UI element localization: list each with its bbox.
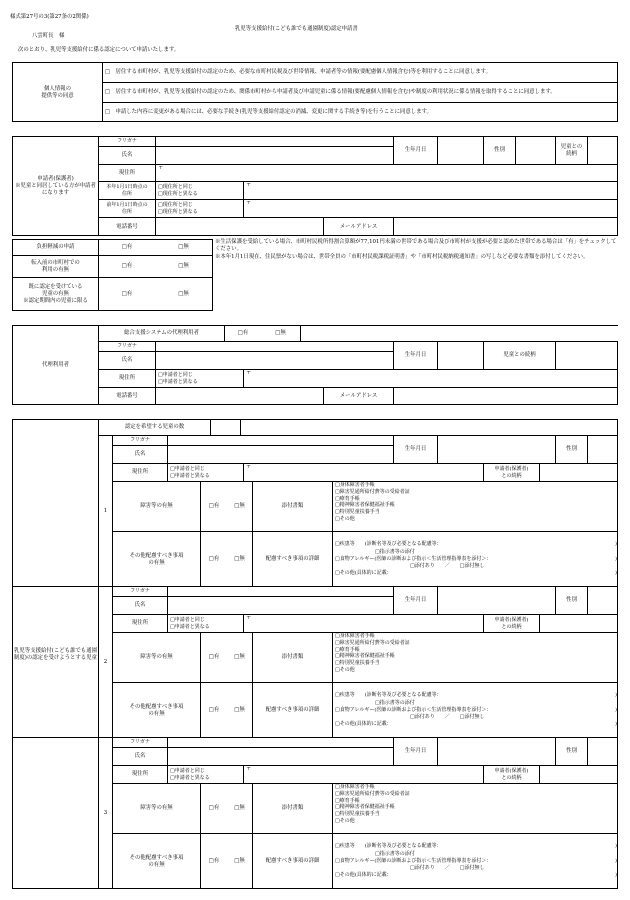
child-detail-paren: )	[615, 857, 617, 864]
child-relation-label: 申請者(保護者) との続柄	[484, 615, 540, 633]
child-detail-allergy[interactable]: □食物アレルギー(医師の診断および指示＜生活管理指導表を添付＞：	[335, 857, 492, 864]
child-number: 3	[99, 738, 113, 889]
child-gender-field[interactable]	[588, 436, 618, 464]
applicant-phone-label: 電話番号	[99, 218, 156, 236]
child-address-label: 現住所	[113, 766, 168, 784]
agent-system-yes[interactable]: □有	[225, 326, 261, 342]
child-birth-field[interactable]	[438, 738, 556, 766]
child-address-choice[interactable]: □申請者と同じ □申請者と異なる	[168, 766, 244, 784]
child-disability-yes[interactable]: □有	[201, 633, 227, 683]
child-detail-label: 配慮すべき事項の詳細	[253, 683, 333, 738]
child-disability-no[interactable]: □無	[227, 633, 253, 683]
agent-phone-field[interactable]	[156, 388, 324, 405]
child-attach-list[interactable]: □身体障害者手帳 □障害児通所給付費等の受給者証 □療育手帳 □精神障害者保健福祉手帳 □特別児童扶養手当 □その他	[333, 633, 618, 683]
child-gender-field[interactable]	[588, 587, 618, 615]
child-name-field[interactable]	[168, 446, 394, 464]
child-detail-paren: )	[615, 721, 617, 728]
child-detail-instruction[interactable]: □指示書等の添付	[375, 548, 415, 555]
existing-yes[interactable]: □有	[121, 291, 133, 298]
applicant-address-label: 現住所	[99, 165, 156, 182]
child-disability-yes[interactable]: □有	[201, 784, 227, 834]
child-relation-field[interactable]	[540, 766, 618, 784]
child-gender-label: 性別	[556, 436, 588, 464]
child-detail-paren: )	[615, 555, 617, 562]
child-name-label: 氏名	[113, 597, 168, 615]
child-detail-box[interactable]	[333, 834, 618, 889]
child-attach-list[interactable]: □身体障害者手帳 □障害児通所給付費等の受給者証 □療育手帳 □精神障害者保健福祉手帳 □特別児童扶養手当 □その他	[333, 482, 618, 532]
agent-name-field[interactable]	[156, 352, 394, 370]
child-address-label: 現住所	[113, 464, 168, 482]
child-address-field[interactable]: 〒	[244, 766, 484, 784]
agent-relation-label: 児童との続柄	[484, 342, 556, 370]
existing-no[interactable]: □無	[178, 291, 189, 298]
child-name-label: 氏名	[113, 446, 168, 464]
child-detail-paren: )	[615, 541, 617, 548]
applicant-birth-field[interactable]	[438, 137, 484, 165]
children-count-label: 認定を希望する児童の数	[99, 420, 211, 436]
child-detail-disease[interactable]: □疾患等 (診断名等及び必要となる配慮等：	[335, 843, 442, 850]
child-detail-attach[interactable]: □添付あり ／ □添付無し	[410, 563, 485, 570]
children-count-field[interactable]	[211, 420, 241, 436]
agent-birth-label: 生年月日	[394, 342, 438, 370]
applicant-gender-label: 性別	[484, 137, 516, 165]
child-detail-disease[interactable]: □疾患等 (診断名等及び必要となる配慮等：	[335, 692, 442, 699]
child-number: 2	[99, 587, 113, 738]
child-name-label: 氏名	[113, 748, 168, 766]
child-furigana-label: フリガナ	[113, 738, 168, 748]
burden-label: 負担軽減の申請	[13, 240, 99, 256]
child-attach-list[interactable]: □身体障害者手帳 □障害児通所給付費等の受給者証 □療育手帳 □精神障害者保健福祉手帳 □特別児童扶養手当 □その他	[333, 784, 618, 834]
children-heading: 乳児等支援給付(こども誰でも通園制度)の認定を受けようとする児童	[13, 420, 99, 889]
child-detail-other[interactable]: □その他(具体的に記載：	[335, 721, 392, 728]
child-furigana-field[interactable]	[168, 436, 394, 446]
child-furigana-field[interactable]	[168, 587, 394, 597]
transfer-yes[interactable]: □有	[99, 256, 155, 278]
applicant-name-label: 氏名	[99, 147, 156, 165]
form-title: 乳児等支援給付(こども誰でも通園制度)認定申請書	[235, 26, 358, 32]
burden-note-2: ※本年1月1日現在、住民票がない場合は、世帯全員の「市町村民税課税証明書」や「市町村民税納税通知書」の写しなど必要な書類を添付してください。	[215, 254, 589, 260]
child-furigana-field[interactable]	[168, 738, 394, 748]
agent-system-blank	[301, 326, 618, 342]
burden-table	[12, 239, 213, 311]
child-other-no[interactable]: □無	[227, 834, 253, 889]
applicant-jan1-prev-label: 前年1月1日時点の 住所	[99, 200, 156, 218]
applicant-furigana-field[interactable]	[156, 137, 394, 147]
consent-table	[12, 62, 618, 122]
agent-phone-label: 電話番号	[99, 388, 156, 405]
child-address-label: 現住所	[113, 615, 168, 633]
child-other-yes[interactable]: □有	[208, 556, 220, 563]
child-other-label: その他配慮すべき事項 の有無	[113, 834, 201, 889]
child-block	[13, 587, 618, 738]
child-relation-field[interactable]	[540, 615, 618, 633]
child-name-field[interactable]	[168, 597, 394, 615]
child-birth-field[interactable]	[438, 436, 556, 464]
child-detail-paren: )	[615, 872, 617, 879]
child-other-label: その他配慮すべき事項 の有無	[113, 683, 201, 738]
agent-relation-field[interactable]	[556, 342, 618, 370]
child-address-field[interactable]: 〒	[244, 464, 484, 482]
applicant-jan1-prev-choice[interactable]: □現住所と同じ □現住所と異なる	[156, 200, 244, 218]
burden-no[interactable]: □無	[155, 240, 212, 256]
applicant-birth-label: 生年月日	[394, 137, 438, 165]
agent-address-field[interactable]: 〒	[244, 370, 618, 388]
applicant-phone-field[interactable]	[156, 218, 324, 236]
child-detail-paren: )	[615, 692, 617, 699]
applicant-heading: 申請者(保護者) ※児童と同居している方が申請者になります	[13, 137, 99, 236]
child-furigana-label: フリガナ	[113, 436, 168, 446]
child-detail-allergy[interactable]: □食物アレルギー(医師の診断および指示＜生活管理指導表を添付＞：	[335, 706, 492, 713]
child-detail-label: 配慮すべき事項の詳細	[253, 532, 333, 587]
child-detail-label: 配慮すべき事項の詳細	[253, 834, 333, 889]
consent-item-3[interactable]: □ 申請した内容に変更がある場合には、必要な手続き(乳児等支援給付認定の消滅、変更に関する手続き等)を行うことに同意します。	[105, 109, 432, 116]
child-detail-instruction[interactable]: □指示書等の添付	[375, 699, 415, 706]
applicant-relation-field[interactable]	[588, 137, 618, 165]
intro-text: 次のとおり、乳児等支援給付に係る認定について申請いたします。	[18, 47, 180, 53]
applicant-email-label: メールアドレス	[324, 218, 394, 236]
child-disability-no[interactable]: □無	[227, 784, 253, 834]
applicant-gender-field[interactable]	[516, 137, 556, 165]
child-other-yes[interactable]: □有	[208, 858, 220, 865]
agent-address-choice[interactable]: □申請者と同じ □申請者と異なる	[156, 370, 244, 388]
child-detail-paren: )	[615, 570, 617, 577]
applicant-address-field[interactable]: 〒	[156, 165, 618, 182]
transfer-label: 転入前の市町村での 利用の有無	[13, 256, 99, 278]
applicant-name-field[interactable]	[156, 147, 394, 165]
applicant-jan1-prev-field[interactable]: 〒	[244, 200, 618, 218]
child-attach-label: 添付書類	[253, 633, 333, 683]
child-disability-label: 障害等の有無	[113, 784, 201, 834]
agent-table	[12, 325, 618, 405]
child-birth-label: 生年月日	[394, 587, 438, 615]
existing-label: 既に認定を受けている 児童の有無 ※認定期間内の児童に限る	[13, 278, 99, 311]
agent-birth-field[interactable]	[438, 342, 484, 370]
child-other-label: その他配慮すべき事項 の有無	[113, 532, 201, 587]
child-relation-label: 申請者(保護者) との続柄	[484, 464, 540, 482]
child-detail-other[interactable]: □その他(具体的に記載：	[335, 872, 392, 879]
child-disability-yes[interactable]: □有	[201, 482, 227, 532]
child-disability-label: 障害等の有無	[113, 633, 201, 683]
child-block	[13, 436, 618, 587]
consent-heading: 個人情報の 提供等の同意	[13, 63, 103, 122]
child-detail-instruction[interactable]: □指示書等の添付	[375, 850, 415, 857]
agent-email-label: メールアドレス	[324, 388, 394, 405]
child-disability-no[interactable]: □無	[227, 482, 253, 532]
consent-item-1[interactable]: □ 居住する市町村が、乳児等支援給付の認定のため、必要な市町村民税及び世帯情報、申請者等の情報(要配慮個人情報含む)等を利用することに同意します。	[103, 63, 618, 83]
burden-yes[interactable]: □有	[99, 240, 155, 256]
applicant-furigana-label: フリガナ	[99, 137, 156, 147]
agent-furigana-label: フリガナ	[99, 342, 156, 352]
child-number: 1	[99, 436, 113, 587]
child-relation-label: 申請者(保護者) との続柄	[484, 766, 540, 784]
children-count-blank	[241, 420, 618, 436]
applicant-jan1-this-choice[interactable]: □現住所と同じ □現住所と異なる	[156, 182, 244, 200]
child-birth-label: 生年月日	[394, 738, 438, 766]
child-gender-field[interactable]	[588, 738, 618, 766]
transfer-no[interactable]: □無	[155, 256, 212, 278]
consent-item-2[interactable]: □ 居住する市町村が、乳児等支援給付の認定のため、関係市町村から申請者及び申請児童に係る情報(要配慮個人情報を含む)や制度の利用状況に係る情報を取得することに同意します。	[103, 83, 618, 103]
child-detail-attach[interactable]: □添付あり ／ □添付無し	[410, 865, 485, 872]
children-table	[12, 419, 618, 889]
agent-system-label: 総合支援システムの代理利用者	[99, 326, 225, 342]
burden-note-1: ※生活保護を受給している場合、市町村民税所得割合算額が77,101円未満の世帯である場合及び市町村が支援が必要と認めた世帯である場合は「有」をチェックしてください。	[215, 239, 617, 252]
child-furigana-label: フリガナ	[113, 587, 168, 597]
child-gender-label: 性別	[556, 738, 588, 766]
child-detail-disease[interactable]: □疾患等 (診断名等及び必要となる配慮等：	[335, 541, 442, 548]
applicant-email-field[interactable]	[394, 218, 618, 236]
child-relation-field[interactable]	[540, 464, 618, 482]
child-attach-label: 添付書類	[253, 784, 333, 834]
agent-address-label: 現住所	[99, 370, 156, 388]
child-detail-paren: )	[615, 843, 617, 850]
child-disability-label: 障害等の有無	[113, 482, 201, 532]
applicant-table	[12, 136, 618, 236]
child-detail-paren: )	[615, 706, 617, 713]
child-name-field[interactable]	[168, 748, 394, 766]
child-detail-box[interactable]	[333, 532, 618, 587]
child-attach-label: 添付書類	[253, 482, 333, 532]
child-detail-other[interactable]: □その他(具体的に記載：	[335, 570, 392, 577]
child-block	[13, 738, 618, 889]
child-other-no[interactable]: □無	[227, 683, 253, 738]
addressee: 八雲町長 様	[32, 33, 65, 39]
agent-email-field[interactable]	[394, 388, 618, 405]
agent-furigana-field[interactable]	[156, 342, 394, 352]
child-address-field[interactable]: 〒	[244, 615, 484, 633]
child-other-yes[interactable]: □有	[208, 707, 220, 714]
child-detail-attach[interactable]: □添付あり ／ □添付無し	[410, 714, 485, 721]
child-gender-label: 性別	[556, 587, 588, 615]
child-other-no[interactable]: □無	[227, 532, 253, 587]
child-birth-label: 生年月日	[394, 436, 438, 464]
agent-heading: 代理利用者	[13, 326, 99, 405]
child-detail-box[interactable]	[333, 683, 618, 738]
child-address-choice[interactable]: □申請者と同じ □申請者と異なる	[168, 615, 244, 633]
agent-system-no[interactable]: □無	[261, 326, 301, 342]
applicant-relation-label: 児童との 続柄	[556, 137, 588, 165]
form-number: 様式第27号の3(第27条の2関係)	[10, 14, 89, 20]
child-birth-field[interactable]	[438, 587, 556, 615]
agent-name-label: 氏名	[99, 352, 156, 370]
child-address-choice[interactable]: □申請者と同じ □申請者と異なる	[168, 464, 244, 482]
applicant-jan1-this-label: 本年1月1日時点の 住所	[99, 182, 156, 200]
applicant-jan1-this-field[interactable]: 〒	[244, 182, 618, 200]
child-detail-allergy[interactable]: □食物アレルギー(医師の診断および指示＜生活管理指導表を添付＞：	[335, 555, 492, 562]
